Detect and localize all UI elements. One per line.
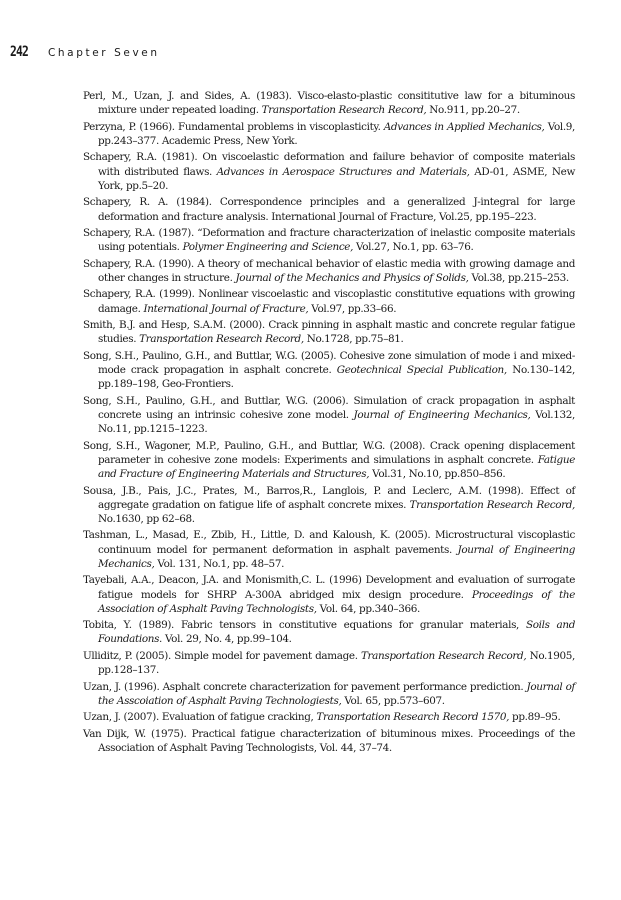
reference-details: No.911, pp.20–27. — [426, 104, 520, 117]
reference-details: Vol.27, No.1, pp. 63–76. — [353, 241, 474, 254]
reference-entry — [83, 349, 575, 392]
reference-text: Uzan, J. (1996). Asphalt concrete characterization for pavement performance prediction. — [83, 680, 527, 693]
reference-text: Smith, B.J. and Hesp, S.A.M. (2000). Crack pinning in asphalt mastic and concrete regular fatigue studies. — [83, 319, 575, 346]
reference-entry — [83, 257, 575, 285]
reference-details: No.1630, pp 62–68. — [98, 512, 195, 525]
reference-entry — [83, 528, 575, 571]
reference-text: Schapery, R.A. (1990). A theory of mechanical behavior of elastic media with growing damage and other changes in structure. — [83, 257, 575, 284]
reference-text: Tobita, Y. (1989). Fabric tensors in constitutive equations for granular materials, — [83, 619, 526, 632]
reference-details: Vol.38, pp.215–253. — [468, 271, 569, 284]
reference-source: Transportation Research Record, — [139, 333, 304, 346]
reference-text: Ulliditz, P. (2005). Simple model for pavement damage. — [83, 649, 361, 662]
reference-source: Advances in Aerospace Structures and Materials, — [216, 165, 470, 178]
reference-entry — [83, 226, 575, 254]
reference-source: Journal of Engineering Mechanics, — [353, 408, 531, 421]
reference-text: Perzyna, P. (1966). Fundamental problems in viscoplasticity. — [83, 120, 384, 133]
reference-entry — [83, 618, 575, 646]
reference-source: Advances in Applied Mechanics, — [383, 120, 545, 133]
reference-entry — [83, 727, 575, 755]
reference-entry — [83, 120, 575, 148]
reference-source: Journal of Engineering Mechanics, — [98, 543, 575, 570]
reference-details: Vol.97, pp.33–66. — [308, 302, 397, 315]
reference-text: Song, S.H., Wagoner, M.P., Paulino, G.H., and Buttlar, W.G. (2008). Crack opening displacement parameter in cohesive zone models: Experiments and simulations in asphalt concrete. — [83, 439, 575, 466]
reference-text: Sousa, J.B., Pais, J.C., Prates, M., Barros,R., Langlois, P. and Leclerc, A.M. (1998). Effect of aggregate gradation on fatigue life of asphalt concrete mixes. — [83, 484, 575, 511]
reference-details: Vol.9, pp.243–377. Academic Press, New York. — [98, 120, 575, 147]
reference-details: No.1905, pp.128–137. — [98, 649, 575, 677]
reference-entry — [83, 150, 575, 193]
reference-entry — [83, 649, 575, 677]
reference-entry — [83, 484, 575, 527]
reference-source: Journal of the Asscoiation of Asphalt Paving Technologiests, — [98, 680, 575, 707]
reference-text: Uzan, J. (2007). Evaluation of fatigue cracking, — [83, 711, 317, 724]
reference-entry — [83, 710, 575, 724]
reference-source: Fatigue and Fracture of Engineering Materials and Structures, — [98, 453, 575, 481]
reference-entry — [83, 318, 575, 346]
reference-text: Schapery, R.A. (1981). On viscoelastic deformation and failure behavior of composite materials with distributed flaws. — [83, 151, 575, 178]
reference-text: Perl, M., Uzan, J. and Sides, A. (1983). Visco-elasto-plastic consititutive law for a bituminous mixture under repeated loading. — [83, 90, 575, 117]
reference-entry — [83, 195, 575, 223]
reference-source: Soils and Foundations. — [98, 619, 576, 646]
reference-text: Tayebali, A.A., Deacon, J.A. and Monismith,C. L. (1996) Development and evaluation of surrogate fatigue models for SHRP A-300A abridged mix design procedure. — [83, 574, 575, 601]
reference-details: Vol.132, No.11, pp.1215–1223. — [98, 408, 575, 436]
reference-details: Vol.31, No.10, pp.850–856. — [369, 468, 506, 481]
reference-text: Schapery, R. A. (1984). Correspondence principles and a generalized J-integral for large deformation and fracture analysis. International Journal of Fracture, Vol.25, pp.195–223. — [83, 196, 575, 223]
reference-details: Vol. 65, pp.573–607. — [341, 694, 445, 707]
reference-list — [83, 89, 575, 758]
reference-details: AD-01, ASME, New York, pp.5–20. — [98, 165, 575, 192]
page-number: 242 — [10, 44, 29, 60]
reference-entry — [83, 573, 575, 616]
chapter-label: Chapter Seven — [48, 47, 160, 59]
reference-details: Vol. 131, No.1, pp. 48–57. — [154, 557, 285, 570]
running-head — [10, 44, 160, 60]
reference-entry — [83, 287, 575, 315]
reference-source: Transportation Research Record, — [261, 104, 427, 117]
reference-source: Transportation Research Record, — [360, 649, 527, 662]
reference-details: No.130–142, pp.189–198, Geo-Frontiers. — [98, 364, 575, 391]
reference-text: Van Dijk, W. (1975). Practical fatigue characterization of bituminous mixes. Proceedings of the Association of Asphalt Paving Technologists, Vol. 44, 37–74. — [83, 727, 575, 755]
reference-source: Polymer Engineering and Science, — [182, 241, 354, 254]
reference-details: Vol. 29, No. 4, pp.99–104. — [162, 633, 292, 646]
reference-source: Proceedings of the Association of Asphalt Paving Technologists, — [98, 588, 576, 615]
reference-text: Song, S.H., Paulino, G.H., and Buttlar, W.G. (2005). Cohesive zone simulation of mode i and mixed-mode crack propagation in asphalt concrete. — [83, 349, 575, 377]
reference-text: Schapery, R.A. (1987). “Deformation and fracture characterization of inelastic composite materials using potentials. — [83, 227, 575, 254]
reference-details: pp.89–95. — [509, 711, 561, 724]
reference-source: Geotechnical Special Publication, — [336, 364, 507, 377]
reference-entry — [83, 680, 575, 708]
reference-text: Song, S.H., Paulino, G.H., and Buttlar, W.G. (2006). Simulation of crack propagation in asphalt concrete using an intrinsic cohesive zone model. — [83, 394, 575, 421]
reference-source: Journal of the Mechanics and Physics of Solids, — [235, 271, 469, 284]
reference-text: Tashman, L., Masad, E., Zbib, H., Little, D. and Kaloush, K. (2005). Microstructural viscoplastic continuum model for permanent deformation in asphalt pavements. — [83, 529, 575, 556]
reference-entry — [83, 439, 575, 482]
reference-entry — [83, 394, 575, 437]
reference-entry — [83, 89, 575, 117]
reference-source: International Journal of Fracture, — [143, 302, 309, 315]
reference-details: Vol. 64, pp.340–366. — [316, 602, 420, 615]
reference-details: No.1728, pp.75–81. — [303, 333, 404, 346]
reference-source: Transportation Research Record, — [409, 498, 576, 511]
reference-text: Schapery, R.A. (1999). Nonlinear viscoelastic and viscoplastic constitutive equations with growing damage. — [83, 288, 575, 315]
reference-source: Transportation Research Record 1570, — [316, 711, 510, 724]
